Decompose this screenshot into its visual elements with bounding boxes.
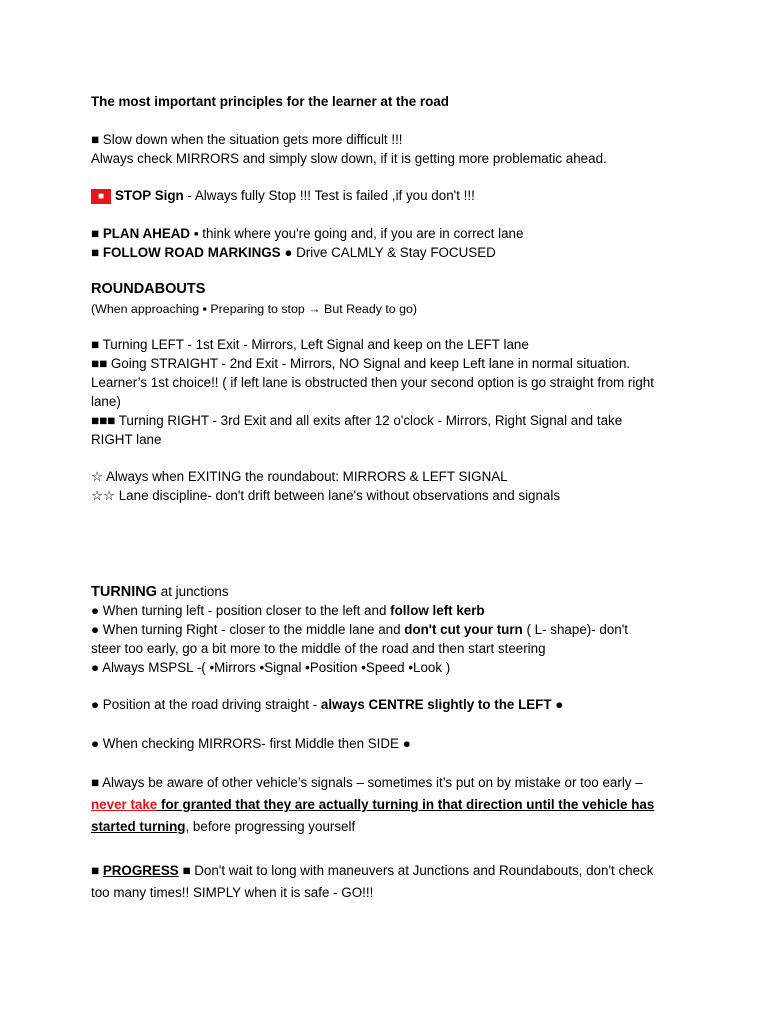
- never-take-line: [91, 795, 654, 814]
- started-turning-line: [91, 817, 355, 836]
- red-square-icon: ■: [91, 189, 111, 204]
- before-progressing-text: , before progressing yourself: [185, 819, 356, 834]
- position-straight-text: ● Position at the road driving straight -: [91, 697, 321, 712]
- plan-ahead-text: think where you're going and, if you are in correct lane: [198, 226, 524, 241]
- stop-sign-label: STOP Sign: [115, 188, 184, 203]
- turning-left-line: ■ Turning LEFT - 1st Exit - Mirrors, Left Signal and keep on the LEFT lane: [91, 337, 529, 352]
- turning-left-junction-line: [91, 601, 485, 620]
- roundabouts-subheading: (When approaching ▪ Preparing to stop → But Ready to go): [91, 302, 418, 316]
- for-granted-text: for granted that they are actually turning in that direction until the vehicle has: [157, 797, 655, 812]
- turning-heading-label: TURNING: [91, 584, 158, 600]
- road-markings-text: ● Drive CALMLY & Stay FOCUSED: [280, 245, 496, 260]
- exiting-roundabout-line: ☆ Always when EXITING the roundabout: MIRRORS & LEFT SIGNAL: [91, 469, 508, 484]
- checking-mirrors-line: ● When checking MIRRORS- first Middle then SIDE ●: [91, 736, 411, 751]
- going-straight-line: ■■ Going STRAIGHT - 2nd Exit - Mirrors, NO Signal and keep Left lane in normal situation.: [91, 356, 631, 371]
- turning-right-junction-text: ● When turning Right - closer to the middle lane and: [91, 622, 405, 637]
- progress-line: [91, 861, 653, 880]
- mspsl-line: ● Always MSPSL -( •Mirrors •Signal •Position •Speed •Look ): [91, 660, 451, 675]
- aware-signals-line: ■ Always be aware of other vehicle’s signals – sometimes it’s put on by mistake or too early –: [91, 775, 643, 790]
- slow-down-line: ■ Slow down when the situation gets more difficult !!!: [91, 132, 403, 147]
- plan-ahead-prefix: ■: [91, 226, 103, 241]
- turning-left-junction-text: ● When turning left - position closer to the left and: [91, 603, 391, 618]
- progress-prefix: ■: [91, 863, 103, 878]
- lane-discipline-line: ☆☆ Lane discipline- don't drift between lane's without observations and signals: [91, 488, 561, 503]
- road-markings-prefix: ■: [91, 245, 103, 260]
- going-straight-line-2: Learner’s 1st choice!! ( if left lane is obstructed then your second option is go straight from right: [91, 375, 654, 390]
- plan-ahead-line: [91, 224, 523, 243]
- road-markings-label: FOLLOW ROAD MARKINGS: [102, 245, 281, 260]
- l-shape-text: ( L- shape)- don't: [522, 622, 629, 637]
- centre-left-label: always CENTRE slightly to the LEFT ●: [320, 697, 564, 712]
- check-mirrors-line: Always check MIRRORS and simply slow down, if it is getting more problematic ahead.: [91, 151, 607, 166]
- going-straight-line-3: lane): [91, 394, 121, 409]
- document-title: The most important principles for the learner at the road: [91, 94, 449, 109]
- stop-sign-line: [91, 186, 475, 205]
- dont-cut-turn-label: don't cut your turn: [404, 622, 523, 637]
- roundabouts-heading: ROUNDABOUTS: [91, 281, 206, 297]
- follow-left-kerb-label: follow left kerb: [390, 603, 485, 618]
- progress-label: PROGRESS: [102, 863, 179, 878]
- stop-sign-text: - Always fully Stop !!! Test is failed ,if you don't !!!: [183, 188, 475, 203]
- turning-right-line-2: RIGHT lane: [91, 432, 162, 447]
- turning-right-line: ■■■ Turning RIGHT - 3rd Exit and all exits after 12 o'clock - Mirrors, Right Signal and take: [91, 413, 623, 428]
- plan-ahead-label: PLAN AHEAD ▪: [102, 226, 199, 241]
- position-straight-line: [91, 695, 563, 714]
- turning-right-junction-line-2: steer too early, go a bit more to the middle of the road and then start steering: [91, 641, 546, 656]
- started-turning-label: started turning: [91, 819, 186, 834]
- road-markings-line: [91, 243, 496, 262]
- turning-heading-rest: at junctions: [157, 584, 229, 599]
- turning-right-junction-line: [91, 620, 628, 639]
- turning-heading: [91, 582, 229, 602]
- progress-text: ■ Don't wait to long with maneuvers at Junctions and Roundabouts, don't check: [178, 863, 654, 878]
- progress-line-2: too many times!! SIMPLY when it is safe - GO!!!: [91, 885, 374, 900]
- never-take-label: never take: [91, 797, 158, 812]
